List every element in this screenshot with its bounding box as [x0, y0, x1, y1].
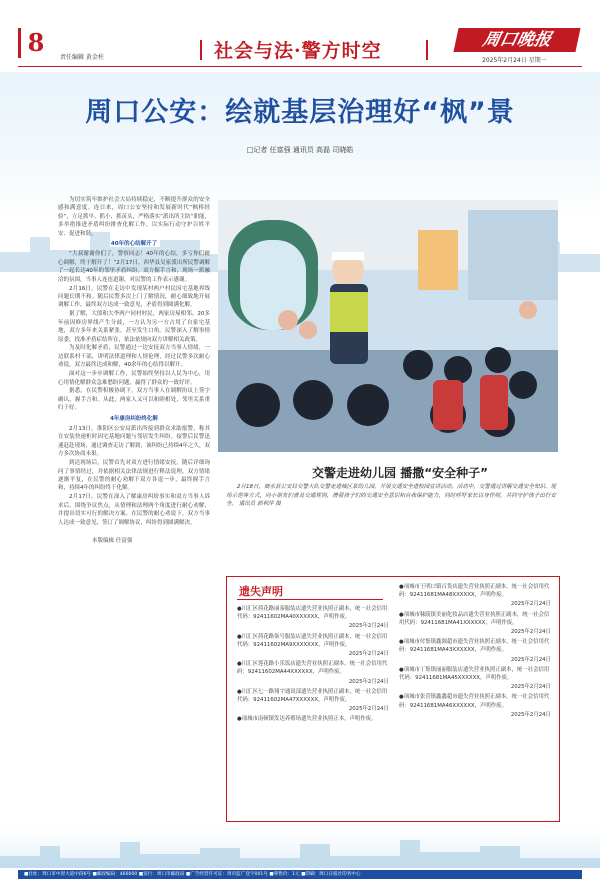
notice-date: 2025年2月24日	[510, 629, 551, 636]
notice-column-left	[237, 605, 389, 725]
notice-item: ●项城市张营镇鑫鑫超市遗失营业执照正副本，统一社会信用代码：92411681MA46XXXXXX，声明作废。	[399, 694, 550, 709]
notice-column-right	[399, 583, 551, 721]
notice-date: 2025年2月24日	[510, 656, 551, 663]
page-number: 8	[22, 28, 50, 58]
page-number-bar	[18, 28, 21, 58]
paragraph: 2月16日，民警在走访中发现某村两户村民因宅基地界线问题长期不和。随后民警多次上门了解情况，耐心细致地开展调解工作，最终双方达成一致意见，矛盾得到圆满化解。	[58, 285, 210, 309]
notice-item: ●项城市王明口镇百货店遗失营业执照正副本，统一社会信用代码：92411681MA48XXXXXX，声明作废。	[399, 584, 550, 599]
notice-date: 2025年2月24日	[510, 601, 551, 608]
paragraph: 据悉，在民警积极协调下，双方当事人在调解协议上签字确认，握手言和。从此，两家人又可以和睦相处，邻里关系重归于好。	[58, 388, 210, 412]
notice-date: 2025年2月24日	[510, 684, 551, 691]
footer-illustration	[0, 828, 600, 868]
news-photo	[218, 200, 558, 452]
paragraph: 面对这一步步调解工作，民警始终坚持以人民为中心，用心用情化解群众急难愁盼问题，赢得了群众的一致好评。	[58, 371, 210, 386]
article-byline: □记者 任富强 通讯员 高磊 司晓皓	[246, 146, 354, 154]
paragraph: 为切实筑牢维护社会大局持续稳定，不断提升群众的安全感和满意度。连日来，周口公安坚持和发展新时代“枫桥经验”，立足抓早、抓小、抓苗头，严格落实“派出所主防”职能，多举措推进矛盾纠纷排查化解工作，以实际行动守护百姓平安、促进和谐。	[58, 197, 210, 237]
lost-notice-box	[226, 576, 560, 822]
footer-skyline	[0, 828, 600, 868]
notice-item: ●项城市付集镇鑫源超市遗失营业执照正副本，统一社会信用代码：92411681MA43XXXXXX，声明作废。	[399, 639, 550, 654]
kindergarten-photo-illustration	[218, 200, 558, 452]
notice-date: 2025年2月24日	[348, 651, 389, 658]
photo-caption-text: 2月18日，商水县公安局交警大队交警走进城区某幼儿园，开展交通安全进校园宣讲活动。活动中，交警通过讲解交通安全知识、现场示范等方式，向小朋友们普及交通规则，增强孩子们的交通安全意识和自我保护能力，同时呼吁家长以身作则，共同守护孩子出行安全。 通讯员 郭利萍 摄	[226, 484, 556, 508]
subheading: 4年康房纠纷终化解	[110, 415, 158, 422]
paragraph: 到达现场后，民警首先对双方进行情绪安抚，随后详细询问了事情经过，并依据相关法律法规进行释法说理，双方情绪逐渐平复，在民警的耐心劝解下双方各退一步，最终握手言和，持续4年的纠纷终于化解。	[58, 460, 210, 492]
footer-info-bar: ■社址：周口市中原大道中段6号 ■邮政编码：466000 ■发行：周口市邮政局 ■广告经营许可证：周市监广登字001号 ■零售价：1元 ■印刷：周口日报社印务中心	[18, 870, 582, 879]
column-divider-right	[426, 40, 428, 60]
paragraph: “大叔谢谢你们了，警察同志！40年的心结，多亏你们耐心调解，终于解开了！”2月17日，西华县吴家派出所民警调解了一起长达40年的邻里矛盾纠纷，双方握手言和，现场一派融洽的氛围，当事人连连道谢，对民警的工作表示感谢。	[58, 251, 210, 283]
issue-date: 2025年2月24日 星期一	[482, 57, 547, 64]
article-headline: 周口公安：绘就基层治理好“枫”景	[85, 97, 515, 128]
notice-title-rule	[237, 599, 383, 600]
paragraph: 2月17日，民警在深入了解康房纠纷事实和双方当事人诉求后，围绕争议焦点，从情理和法理两个角度进行耐心劝解，并提出切实可行的解决方案。在民警的耐心劝说下，双方当事人达成一致意见，签订了调解协议，纠纷得到圆满解决。	[58, 494, 210, 526]
subheading: 40年的心结解开了	[110, 241, 158, 248]
article-body	[58, 196, 210, 546]
notice-date: 2025年2月24日	[348, 706, 389, 713]
notice-item: ●川汇区荷花路柒号服装店遗失营业执照正副本，统一社会信用代码：92411602MA9XXXXXXX，声明作废。	[237, 633, 388, 648]
editor-note: 本版编辑 任富强	[92, 537, 133, 544]
header-rule	[18, 66, 582, 67]
notice-item: ●项城市南顿镇发达养殖场遗失营业执照正本，声明作废。	[237, 716, 377, 723]
editor-line: 责任编辑 黄金柱	[60, 54, 104, 61]
paragraph: 为及时化解矛盾，民警通过一边安抚双方当事人情绪，一边联系村干部，讲明法律道理和人情伦理，经过民警多次耐心劝说，双方最终达成和解，40余年的心结得以解开。	[58, 345, 210, 369]
column-divider-left	[200, 40, 202, 60]
notice-item: ●项城市丁集镇丽丽服装店遗失营业执照正副本，统一社会信用代码：92411681MA45XXXXXX，声明作废。	[399, 666, 550, 682]
notice-title: 遗失声明	[239, 585, 283, 598]
newspaper-logo: 周口晚报	[453, 28, 580, 52]
notice-date: 2025年2月24日	[348, 678, 389, 685]
notice-item: ●川汇区荷花路丽泰服装店遗失营业执照正副本，统一社会信用代码：92411602MA40XXXXXX，声明作废。	[237, 606, 388, 621]
notice-item: ●川汇区七一路翔宇通讯部遗失营业执照正副本，统一社会信用代码：92411602MA47XXXXXX，声明作废。	[237, 688, 388, 704]
photo-caption-title: 交警走进幼儿园 播撒“安全种子”	[312, 466, 488, 480]
paragraph: 2月13日，淮阳区公安局派出所接到群众求助报警，称其在安装快递柜时因宅基地问题与邻居发生纠纷。接警后民警迅速赶赴现场，通过调查走访了解到，该纠纷已持续4年之久，双方多次协商未果。	[58, 426, 211, 458]
notice-date: 2025年2月24日	[348, 623, 389, 630]
notice-item: ●项城市秣陵镇美丽化妆品店遗失营业执照正副本，统一社会信用代码：92411681MA41XXXXXX，声明作废。	[399, 611, 550, 626]
paragraph: 据了解，大郎和大李两户同村村民，两家房屋相邻。20多年前因修房界线产生分歧，一方认为另一方占用了自家宅基地，双方多年来关系紧张，甚至发生口角。民警深入了解事情原委，找准矛盾症结所在，依法依规向双方讲解相关政策。	[58, 311, 210, 343]
notice-item: ●川汇区莲花路小乐饭店遗失营业执照正副本，统一社会信用代码：92411602MA44XXXXXX，声明作废。	[237, 661, 388, 676]
notice-date: 2025年2月24日	[510, 711, 551, 718]
column-title: 社会与法·警方时空	[214, 40, 382, 62]
